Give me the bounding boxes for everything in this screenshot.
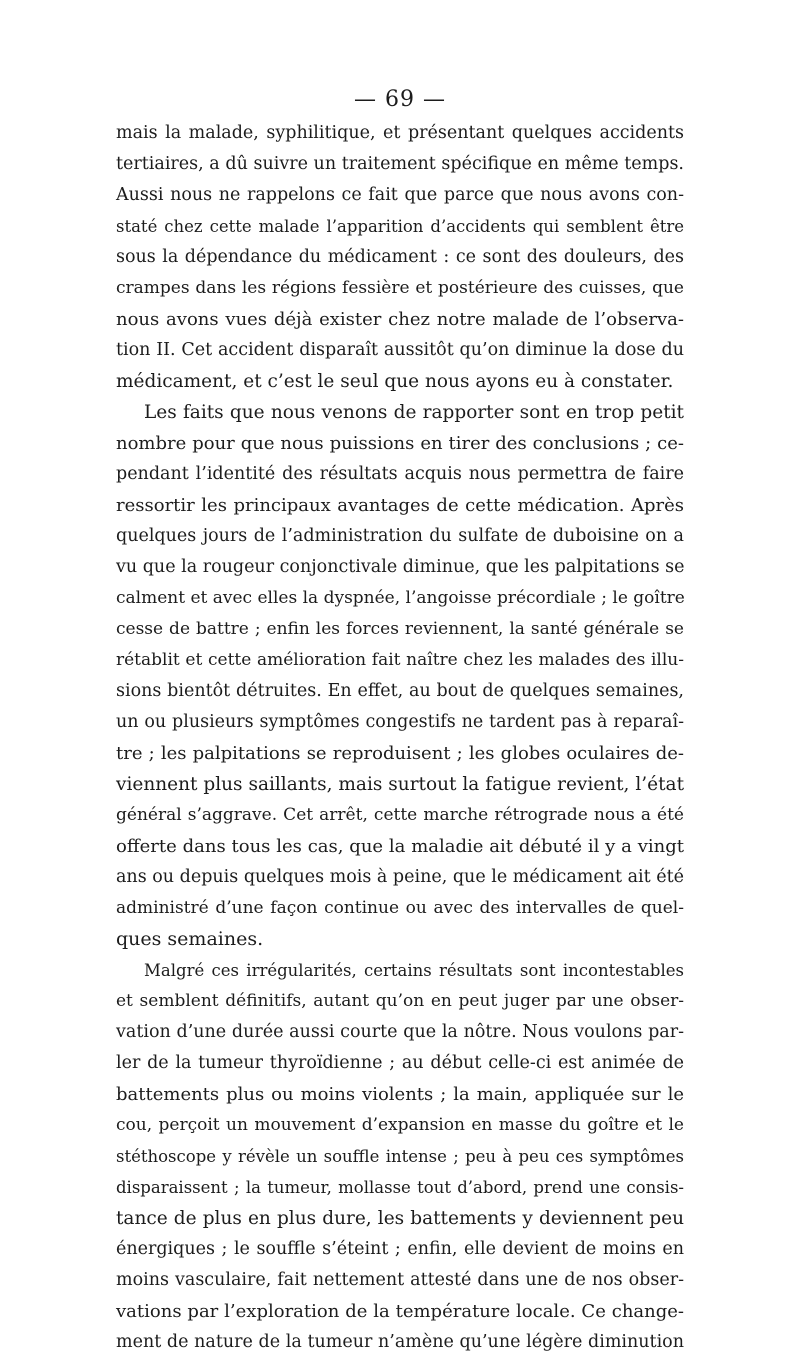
text-line: administré d’une façon continue ou avec des intervalles de quel-: [116, 898, 684, 918]
text-line: crampes dans les régions fessière et postérieure des cuisses, que: [116, 278, 684, 298]
text-line: un ou plusieurs symptômes congestifs ne tardent pas à reparaî-: [116, 712, 684, 732]
text-line: mais la malade, syphilitique, et présentant quelques accidents: [116, 123, 684, 143]
text-line: viennent plus saillants, mais surtout la fatigue revient, l’état: [116, 774, 684, 795]
text-line: médicament, et c’est le seul que nous ayons eu à constater.: [116, 371, 674, 392]
text-line: Aussi nous ne rappelons ce fait que parce que nous avons con-: [116, 185, 684, 205]
text-line: vation d’une durée aussi courte que la nôtre. Nous voulons par-: [116, 1022, 684, 1042]
text-line: nombre pour que nous puissions en tirer des conclusions ; ce-: [116, 433, 684, 454]
text-line: nous avons vues déjà exister chez notre malade de l’observa-: [116, 309, 684, 330]
text-line: cesse de battre ; enfin les forces reviennent, la santé générale se: [116, 619, 684, 639]
text-line: général s’aggrave. Cet arrêt, cette marche rétrograde nous a été: [116, 805, 684, 825]
text-line: tertiaires, a dû suivre un traitement spécifique en même temps.: [116, 154, 684, 174]
text-line: stéthoscope y révèle un souffle intense ; peu à peu ces symptômes: [116, 1147, 684, 1166]
text-line: ressortir les principaux avantages de cette médication. Après: [116, 495, 684, 516]
text-line: ler de la tumeur thyroïdienne ; au début celle-ci est animée de: [116, 1053, 684, 1073]
text-line: sous la dépendance du médicament : ce sont des douleurs, des: [116, 247, 684, 267]
text-line: disparaissent ; la tumeur, mollasse tout d’abord, prend une consis-: [116, 1178, 684, 1197]
text-line: battements plus ou moins violents ; la main, appliquée sur le: [116, 1084, 684, 1105]
text-line: quelques jours de l’administration du sulfate de duboisine on a: [116, 526, 684, 546]
text-line: rétablit et cette amélioration fait naître chez les malades des illu-: [116, 650, 684, 670]
text-line: vations par l’exploration de la température locale. Ce change-: [116, 1301, 684, 1322]
text-line: sions bientôt détruites. En effet, au bout de quelques semaines,: [116, 681, 684, 701]
text-line: ques semaines.: [116, 928, 264, 950]
text-line: et semblent définitifs, autant qu’on en peut juger par une obser-: [116, 991, 684, 1011]
text-line: ans ou depuis quelques mois à peine, que le médicament ait été: [116, 867, 684, 887]
text-line: pendant l’identité des résultats acquis nous permettra de faire: [116, 464, 684, 484]
text-line: Les faits que nous venons de rapporter sont en trop petit: [144, 402, 684, 423]
text-line: vu que la rougeur conjonctivale diminue, que les palpitations se: [116, 557, 685, 577]
text-line: Malgré ces irrégularités, certains résultats sont incontestables: [144, 961, 684, 980]
text-line: cou, perçoit un mouvement d’expansion en masse du goître et le: [116, 1115, 684, 1135]
body-text: [116, 118, 684, 1358]
page-number: — 69 —: [354, 87, 446, 112]
text-line: calment et avec elles la dyspnée, l’angoisse précordiale ; le goître: [116, 588, 685, 608]
text-line: tance de plus en plus dure, les battements y deviennent peu: [116, 1208, 684, 1229]
text-line: staté chez cette malade l’apparition d’accidents qui semblent être: [116, 217, 684, 236]
text-line: ment de nature de la tumeur n’amène qu’une légère diminution: [116, 1332, 684, 1352]
text-line: moins vasculaire, fait nettement attesté dans une de nos obser-: [116, 1270, 684, 1290]
text-line: tion II. Cet accident disparaît aussitôt qu’on diminue la dose du: [116, 340, 684, 360]
text-line: tre ; les palpitations se reproduisent ; les globes oculaires de-: [116, 743, 684, 764]
text-line: offerte dans tous les cas, que la maladie ait débuté il y a vingt: [116, 836, 684, 857]
text-line: énergiques ; le souffle s’éteint ; enfin, elle devient de moins en: [116, 1239, 684, 1259]
